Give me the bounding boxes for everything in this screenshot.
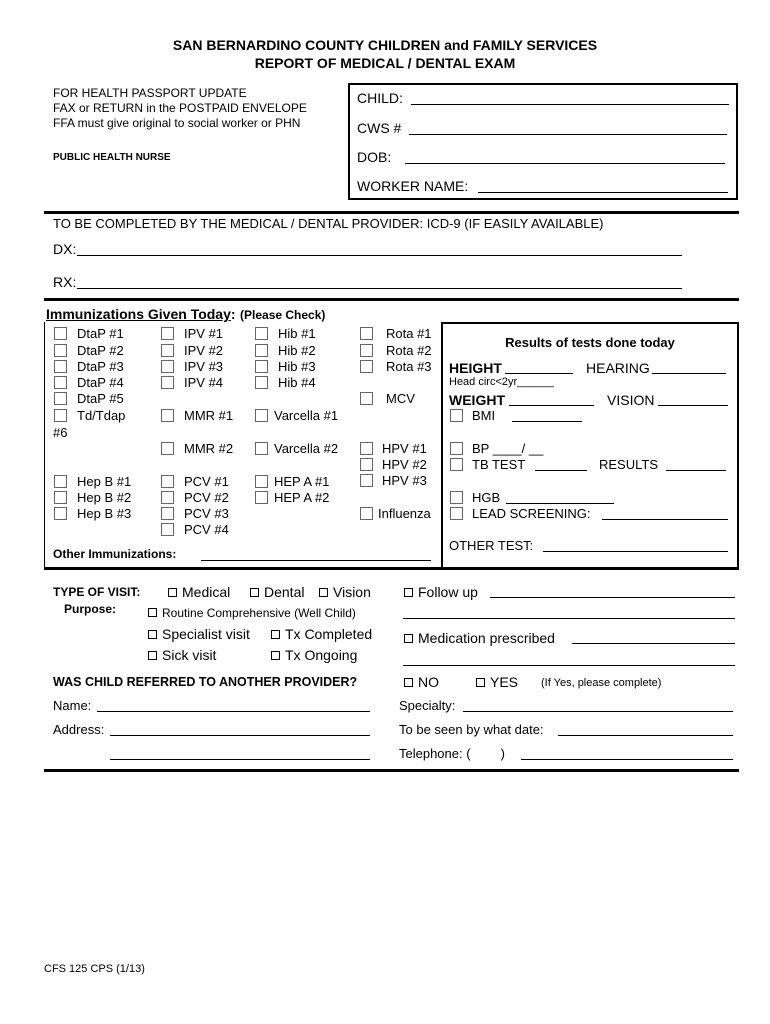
immunizations-left-border — [44, 322, 45, 569]
referral-no-label: NO — [418, 674, 439, 690]
hepb3-label: Hep B #3 — [77, 506, 132, 521]
weight-label: WEIGHT — [449, 392, 505, 408]
hearing-label: HEARING — [586, 360, 650, 376]
pcv2-label: PCV #2 — [184, 490, 229, 505]
instruction-line-2: FAX or RETURN in the POSTPAID ENVELOPE — [53, 101, 307, 115]
specialty-label: Specialty: — [399, 698, 456, 713]
section-divider — [44, 298, 739, 301]
hepa2-checkbox[interactable] — [255, 491, 268, 504]
cws-field[interactable] — [409, 134, 727, 135]
specialty-field[interactable] — [463, 711, 733, 712]
rota2-label: Rota #2 — [386, 343, 432, 358]
hib2-label: Hib #2 — [278, 343, 316, 358]
referral-question: WAS CHILD REFERRED TO ANOTHER PROVIDER? — [53, 675, 358, 689]
tx-ongoing-option[interactable] — [271, 647, 357, 663]
varcella1-label: Varcella #1 — [274, 408, 339, 423]
hib3-checkbox[interactable] — [255, 360, 268, 373]
referral-yes-checkbox[interactable] — [476, 678, 485, 687]
agency-title: SAN BERNARDINO COUNTY CHILDREN and FAMILY SERVICES — [172, 37, 598, 53]
referral-address-label: Address: — [53, 722, 105, 737]
hgb-label: HGB — [472, 490, 501, 505]
rota3-label: Rota #3 — [386, 359, 432, 374]
dtap4-checkbox[interactable] — [54, 376, 67, 389]
specialist-checkbox[interactable] — [148, 630, 157, 639]
pcv1-checkbox[interactable] — [161, 475, 174, 488]
specialist-label: Specialist visit — [162, 626, 250, 642]
weight-field[interactable] — [509, 405, 594, 406]
other-immunizations-label: Other Immunizations: — [53, 547, 177, 561]
medication-label: Medication prescribed — [418, 630, 555, 646]
vision-label: VISION — [607, 392, 655, 408]
medical-label: Medical — [182, 584, 231, 600]
pcv1-label: PCV #1 — [184, 474, 229, 489]
please-check-note: (Please Check) — [240, 308, 326, 322]
ipv1-label: IPV #1 — [184, 326, 224, 341]
vision-checkbox[interactable] — [319, 588, 328, 597]
sick-visit-checkbox[interactable] — [148, 651, 157, 660]
ipv2-checkbox[interactable] — [161, 344, 174, 357]
section-divider — [44, 567, 739, 570]
hepb1-checkbox[interactable] — [54, 475, 67, 488]
pcv4-checkbox[interactable] — [161, 523, 174, 536]
bmi-field[interactable] — [512, 421, 582, 422]
dtap1-checkbox[interactable] — [54, 327, 67, 340]
phn-label: PUBLIC HEALTH NURSE — [53, 152, 171, 163]
ipv1-checkbox[interactable] — [161, 327, 174, 340]
hpv1-checkbox[interactable] — [360, 442, 373, 455]
mmr1-checkbox[interactable] — [161, 409, 174, 422]
dob-label: DOB: — [357, 149, 392, 165]
section-divider — [44, 211, 739, 214]
dtap3-checkbox[interactable] — [54, 360, 67, 373]
hepb2-label: Hep B #2 — [77, 490, 132, 505]
tdtap-label: Td/Tdap — [77, 408, 126, 423]
hpv3-checkbox[interactable] — [360, 474, 373, 487]
tx-ongoing-checkbox[interactable] — [271, 651, 280, 660]
influenza-checkbox[interactable] — [360, 507, 373, 520]
pcv3-checkbox[interactable] — [161, 507, 174, 520]
seen-by-date-label: To be seen by what date: — [399, 722, 544, 737]
tx-completed-checkbox[interactable] — [271, 630, 280, 639]
tx-completed-option[interactable] — [271, 626, 372, 642]
referral-address-field[interactable] — [110, 735, 370, 736]
other-immunizations-field[interactable] — [201, 560, 431, 561]
follow-up-checkbox[interactable] — [404, 588, 413, 597]
cws-label: CWS # — [357, 120, 402, 136]
dtap4-label: DtaP #4 — [77, 375, 124, 390]
sick-visit-label: Sick visit — [162, 647, 217, 663]
rota3-checkbox[interactable] — [360, 360, 373, 373]
tb-results-field[interactable] — [666, 470, 726, 471]
other-test-field[interactable] — [543, 551, 728, 552]
mmr1-label: MMR #1 — [184, 408, 234, 423]
height-field[interactable] — [505, 373, 573, 374]
referral-name-label: Name: — [53, 698, 92, 713]
dental-checkbox[interactable] — [250, 588, 259, 597]
provider-heading: TO BE COMPLETED BY THE MEDICAL / DENTAL PROVIDER: ICD-9 (IF EASILY AVAILABLE) — [53, 216, 604, 231]
telephone-close-label: ) — [500, 746, 505, 761]
bmi-checkbox[interactable] — [450, 409, 463, 422]
mcv-label: MCV — [386, 391, 415, 406]
rx-field[interactable] — [77, 288, 682, 289]
referral-no-option[interactable] — [404, 674, 439, 690]
hib1-checkbox[interactable] — [255, 327, 268, 340]
dtap3-label: DtaP #3 — [77, 359, 124, 374]
vision-visit-label: Vision — [333, 584, 371, 600]
other-test-label: OTHER TEST: — [449, 538, 534, 553]
medical-checkbox[interactable] — [168, 588, 177, 597]
mmr2-checkbox[interactable] — [161, 442, 174, 455]
seen-by-date-field[interactable] — [558, 735, 733, 736]
instruction-line-1: FOR HEALTH PASSPORT UPDATE — [53, 86, 247, 100]
hepa1-checkbox[interactable] — [255, 475, 268, 488]
section-divider — [44, 769, 739, 772]
ipv3-checkbox[interactable] — [161, 360, 174, 373]
referral-yes-label: YES — [490, 674, 519, 690]
hib3-label: Hib #3 — [278, 359, 316, 374]
dx-field[interactable] — [77, 255, 682, 256]
follow-up-option[interactable] — [404, 584, 478, 600]
hgb-field[interactable] — [506, 503, 614, 504]
dtap5-checkbox[interactable] — [54, 392, 67, 405]
tdtap-checkbox[interactable] — [54, 409, 67, 422]
dtap2-label: DtaP #2 — [77, 343, 124, 358]
routine-option[interactable] — [148, 606, 356, 620]
hpv1-label: HPV #1 — [382, 441, 427, 456]
pcv3-label: PCV #3 — [184, 506, 229, 521]
lead-screening-label: LEAD SCREENING: — [472, 506, 591, 521]
medical-option[interactable] — [168, 584, 230, 600]
rota1-label: Rota #1 — [386, 326, 432, 341]
telephone-open-label: Telephone: ( — [399, 746, 471, 761]
specialist-option[interactable] — [148, 626, 250, 642]
rota1-checkbox[interactable] — [360, 327, 373, 340]
referral-yes-option[interactable] — [476, 674, 518, 690]
routine-label: Routine Comprehensive (Well Child) — [162, 606, 356, 620]
influenza-label: Influenza — [378, 506, 431, 521]
follow-up-field-2[interactable] — [403, 618, 735, 619]
pcv2-checkbox[interactable] — [161, 491, 174, 504]
ipv2-label: IPV #2 — [184, 343, 224, 358]
tb-test-field[interactable] — [535, 470, 587, 471]
bp-label: BP ____/ __ — [472, 441, 544, 456]
follow-up-label: Follow up — [418, 584, 478, 600]
ipv3-label: IPV #3 — [184, 359, 224, 374]
hib2-checkbox[interactable] — [255, 344, 268, 357]
referral-address-field-2[interactable] — [110, 759, 370, 760]
hepb3-checkbox[interactable] — [54, 507, 67, 520]
mmr2-label: MMR #2 — [184, 441, 234, 456]
hepa2-label: HEP A #2 — [274, 490, 330, 505]
tx-ongoing-label: Tx Ongoing — [285, 647, 358, 663]
referral-no-checkbox[interactable] — [404, 678, 413, 687]
rota2-checkbox[interactable] — [360, 344, 373, 357]
mcv-checkbox[interactable] — [360, 392, 373, 405]
telephone-label — [399, 746, 505, 761]
worker-name-field[interactable] — [478, 192, 728, 193]
hib4-label: Hib #4 — [278, 375, 316, 390]
medication-option[interactable] — [404, 630, 555, 646]
results-heading: Results of tests done today — [505, 335, 675, 350]
tb-test-checkbox[interactable] — [450, 458, 463, 471]
bp-checkbox[interactable] — [450, 442, 463, 455]
rx-label: RX: — [53, 274, 77, 290]
hearing-field[interactable] — [652, 373, 726, 374]
tb-test-label: TB TEST — [472, 457, 526, 472]
immunizations-heading — [46, 306, 325, 324]
referral-name-field[interactable] — [97, 711, 370, 712]
height-label: HEIGHT — [449, 360, 502, 376]
vision-field[interactable] — [658, 405, 728, 406]
varcella1-checkbox[interactable] — [255, 409, 268, 422]
worker-name-label: WORKER NAME: — [357, 178, 469, 194]
type-of-visit-label: TYPE OF VISIT: — [53, 585, 141, 599]
child-field[interactable] — [411, 104, 729, 105]
ipv4-checkbox[interactable] — [161, 376, 174, 389]
telephone-field[interactable] — [521, 759, 733, 760]
form-title: REPORT OF MEDICAL / DENTAL EXAM — [254, 55, 516, 71]
hepb1-label: Hep B #1 — [77, 474, 132, 489]
immunizations-title: Immunizations Given Today — [46, 306, 231, 322]
hib1-label: Hib #1 — [278, 326, 316, 341]
vision-option[interactable] — [319, 584, 371, 600]
hib4-checkbox[interactable] — [255, 376, 268, 389]
bmi-label: BMI — [472, 408, 496, 423]
hpv2-checkbox[interactable] — [360, 458, 373, 471]
pcv4-label: PCV #4 — [184, 522, 229, 537]
tx-completed-label: Tx Completed — [285, 626, 373, 642]
dtap2-checkbox[interactable] — [54, 344, 67, 357]
tdtap-number-label: #6 — [53, 425, 68, 440]
hepb2-checkbox[interactable] — [54, 491, 67, 504]
form-id: CFS 125 CPS (1/13) — [44, 963, 145, 975]
dob-field[interactable] — [405, 163, 725, 164]
instruction-line-3: FFA must give original to social worker or PHN — [53, 116, 301, 130]
medication-field[interactable] — [572, 643, 735, 644]
varcella2-checkbox[interactable] — [255, 442, 268, 455]
medication-field-2[interactable] — [403, 665, 735, 666]
varcella2-label: Varcella #2 — [274, 441, 339, 456]
tb-results-label: RESULTS — [599, 457, 658, 472]
immunizations-colon: : — [230, 306, 236, 322]
hpv3-label: HPV #3 — [382, 473, 427, 488]
ipv4-label: IPV #4 — [184, 375, 224, 390]
lead-screening-checkbox[interactable] — [450, 507, 463, 520]
hepa1-label: HEP A #1 — [274, 474, 330, 489]
referral-note: (If Yes, please complete) — [541, 677, 662, 689]
medication-checkbox[interactable] — [404, 634, 413, 643]
purpose-label: Purpose: — [64, 602, 117, 616]
hpv2-label: HPV #2 — [382, 457, 427, 472]
dental-label: Dental — [264, 584, 305, 600]
child-label: CHILD: — [357, 90, 403, 106]
hgb-checkbox[interactable] — [450, 491, 463, 504]
sick-visit-option[interactable] — [148, 647, 216, 663]
follow-up-field[interactable] — [490, 597, 735, 598]
dx-label: DX: — [53, 241, 77, 257]
head-circ-label: Head circ<2yr______ — [449, 376, 554, 388]
lead-screening-field[interactable] — [602, 519, 728, 520]
dtap5-label: DtaP #5 — [77, 391, 124, 406]
routine-checkbox[interactable] — [148, 608, 157, 617]
dental-option[interactable] — [250, 584, 304, 600]
dtap1-label: DtaP #1 — [77, 326, 124, 341]
